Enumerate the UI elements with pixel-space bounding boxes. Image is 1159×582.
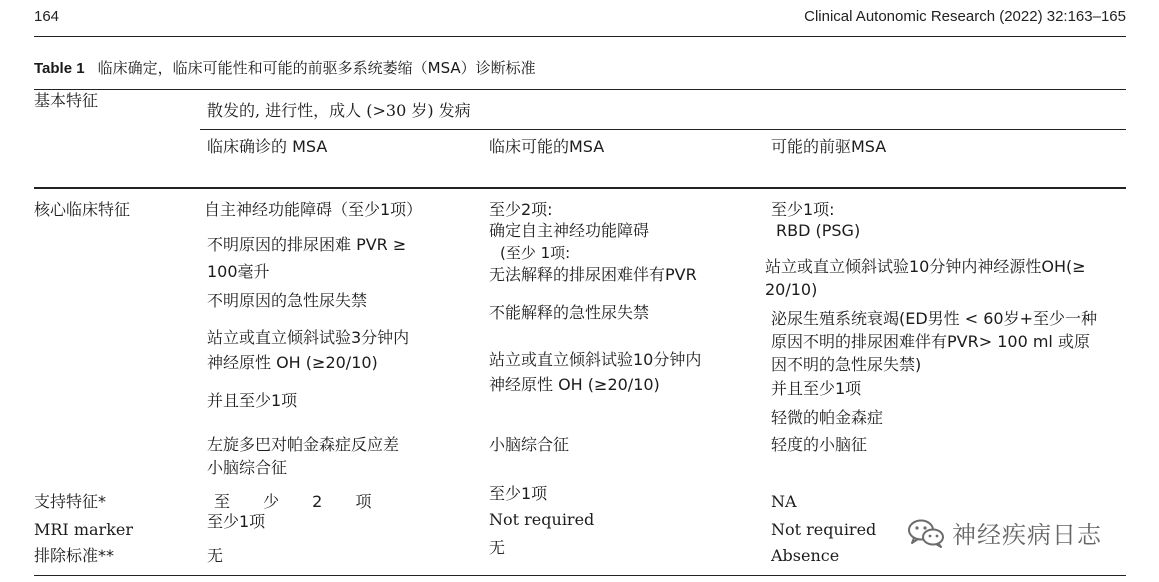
header-rule — [34, 36, 1126, 37]
core-col3-line: 轻微的帕金森症 — [771, 408, 884, 427]
core-col2-line: 无法解释的排尿困难伴有PVR — [489, 265, 697, 284]
core-col1-line: 站立或直立倾斜试验3分钟内 — [207, 328, 410, 347]
row-label-supportive: 支持特征* — [34, 492, 107, 511]
page-number: 164 — [34, 8, 60, 25]
column-header-prodromal: 可能的前驱MSA — [771, 137, 887, 156]
caption-title: 临床确定，临床可能性和可能的前驱多系统萎缩（MSA）诊断标准 — [97, 59, 536, 77]
core-col3-line: 并且至少1项 — [771, 379, 862, 398]
column-header-established: 临床确诊的 MSA — [207, 137, 328, 156]
caption-label: Table 1 — [34, 60, 85, 77]
table-bottom-rule — [34, 575, 1126, 576]
core-col2-line: 神经原性 OH (≥20/10) — [489, 375, 660, 394]
exclusion-col3: Absence — [771, 546, 840, 565]
core-col2-line: (至少 1项: — [500, 244, 571, 262]
core-col1-line: 神经原性 OH (≥20/10) — [207, 353, 378, 372]
wechat-logo-icon — [906, 518, 946, 548]
watermark-text: 神经疾病日志 — [952, 521, 1102, 549]
core-col3-line: 轻度的小脑征 — [771, 435, 868, 454]
core-col1-line: 并且至少1项 — [207, 391, 298, 410]
core-col2-line: 确定自主神经功能障碍 — [489, 221, 650, 240]
supportive-col1: 至 少 2 项 — [214, 492, 386, 511]
core-col1-line: 100毫升 — [207, 262, 270, 281]
core-col1-line: 不明原因的排尿困难 PVR ≥ — [207, 235, 407, 254]
core-col3-line: 因不明的急性尿失禁) — [771, 355, 922, 374]
column-header-probable: 临床可能的MSA — [489, 137, 605, 156]
exclusion-col2: 无 — [489, 538, 506, 557]
mri-col1: 至少1项 — [207, 512, 266, 531]
basic-feature-value: 散发的, 进行性，成人 (>30 岁) 发病 — [207, 101, 471, 120]
mri-col2: Not required — [489, 510, 595, 529]
core-col3-line: RBD (PSG) — [776, 221, 861, 240]
row-label-basic: 基本特征 — [34, 91, 99, 110]
core-col2-line: 小脑综合征 — [489, 435, 570, 454]
row-label-mri: MRI marker — [34, 520, 134, 539]
core-col3-line: 泌尿生殖系统衰竭(ED男性 < 60岁+至少一种 — [771, 309, 1098, 328]
core-col1-line: 小脑综合征 — [207, 458, 288, 477]
basic-row-rule — [200, 129, 1126, 130]
mri-col3: Not required — [771, 520, 877, 539]
core-col3-line: 20/10) — [765, 280, 818, 299]
core-col1-line: 左旋多巴对帕金森症反应差 — [207, 435, 400, 454]
row-label-exclusion: 排除标准** — [34, 546, 115, 565]
supportive-col3: NA — [771, 492, 797, 511]
core-col1-line: 不明原因的急性尿失禁 — [207, 291, 368, 310]
core-col3-line: 至少1项: — [771, 200, 835, 219]
supportive-col2: 至少1项 — [489, 484, 548, 503]
table-caption — [34, 57, 536, 78]
core-col2-line: 站立或直立倾斜试验10分钟内 — [489, 350, 702, 369]
column-header-rule — [34, 187, 1126, 189]
core-col3-line: 原因不明的排尿困难伴有PVR> 100 ml 或原 — [771, 332, 1090, 351]
core-col2-line: 至少2项: — [489, 200, 553, 219]
journal-citation: Clinical Autonomic Research (2022) 32:163–165 — [804, 8, 1126, 25]
core-col3-line: 站立或直立倾斜试验10分钟内神经源性OH(≥ — [765, 257, 1086, 276]
exclusion-col1: 无 — [207, 546, 224, 565]
core-col2-line: 不能解释的急性尿失禁 — [489, 303, 650, 322]
table-top-rule — [34, 89, 1126, 90]
row-label-core: 核心临床特征 — [34, 200, 131, 219]
core-col1-line: 自主神经功能障碍（至少1项） — [204, 200, 423, 219]
watermark — [906, 515, 1102, 550]
